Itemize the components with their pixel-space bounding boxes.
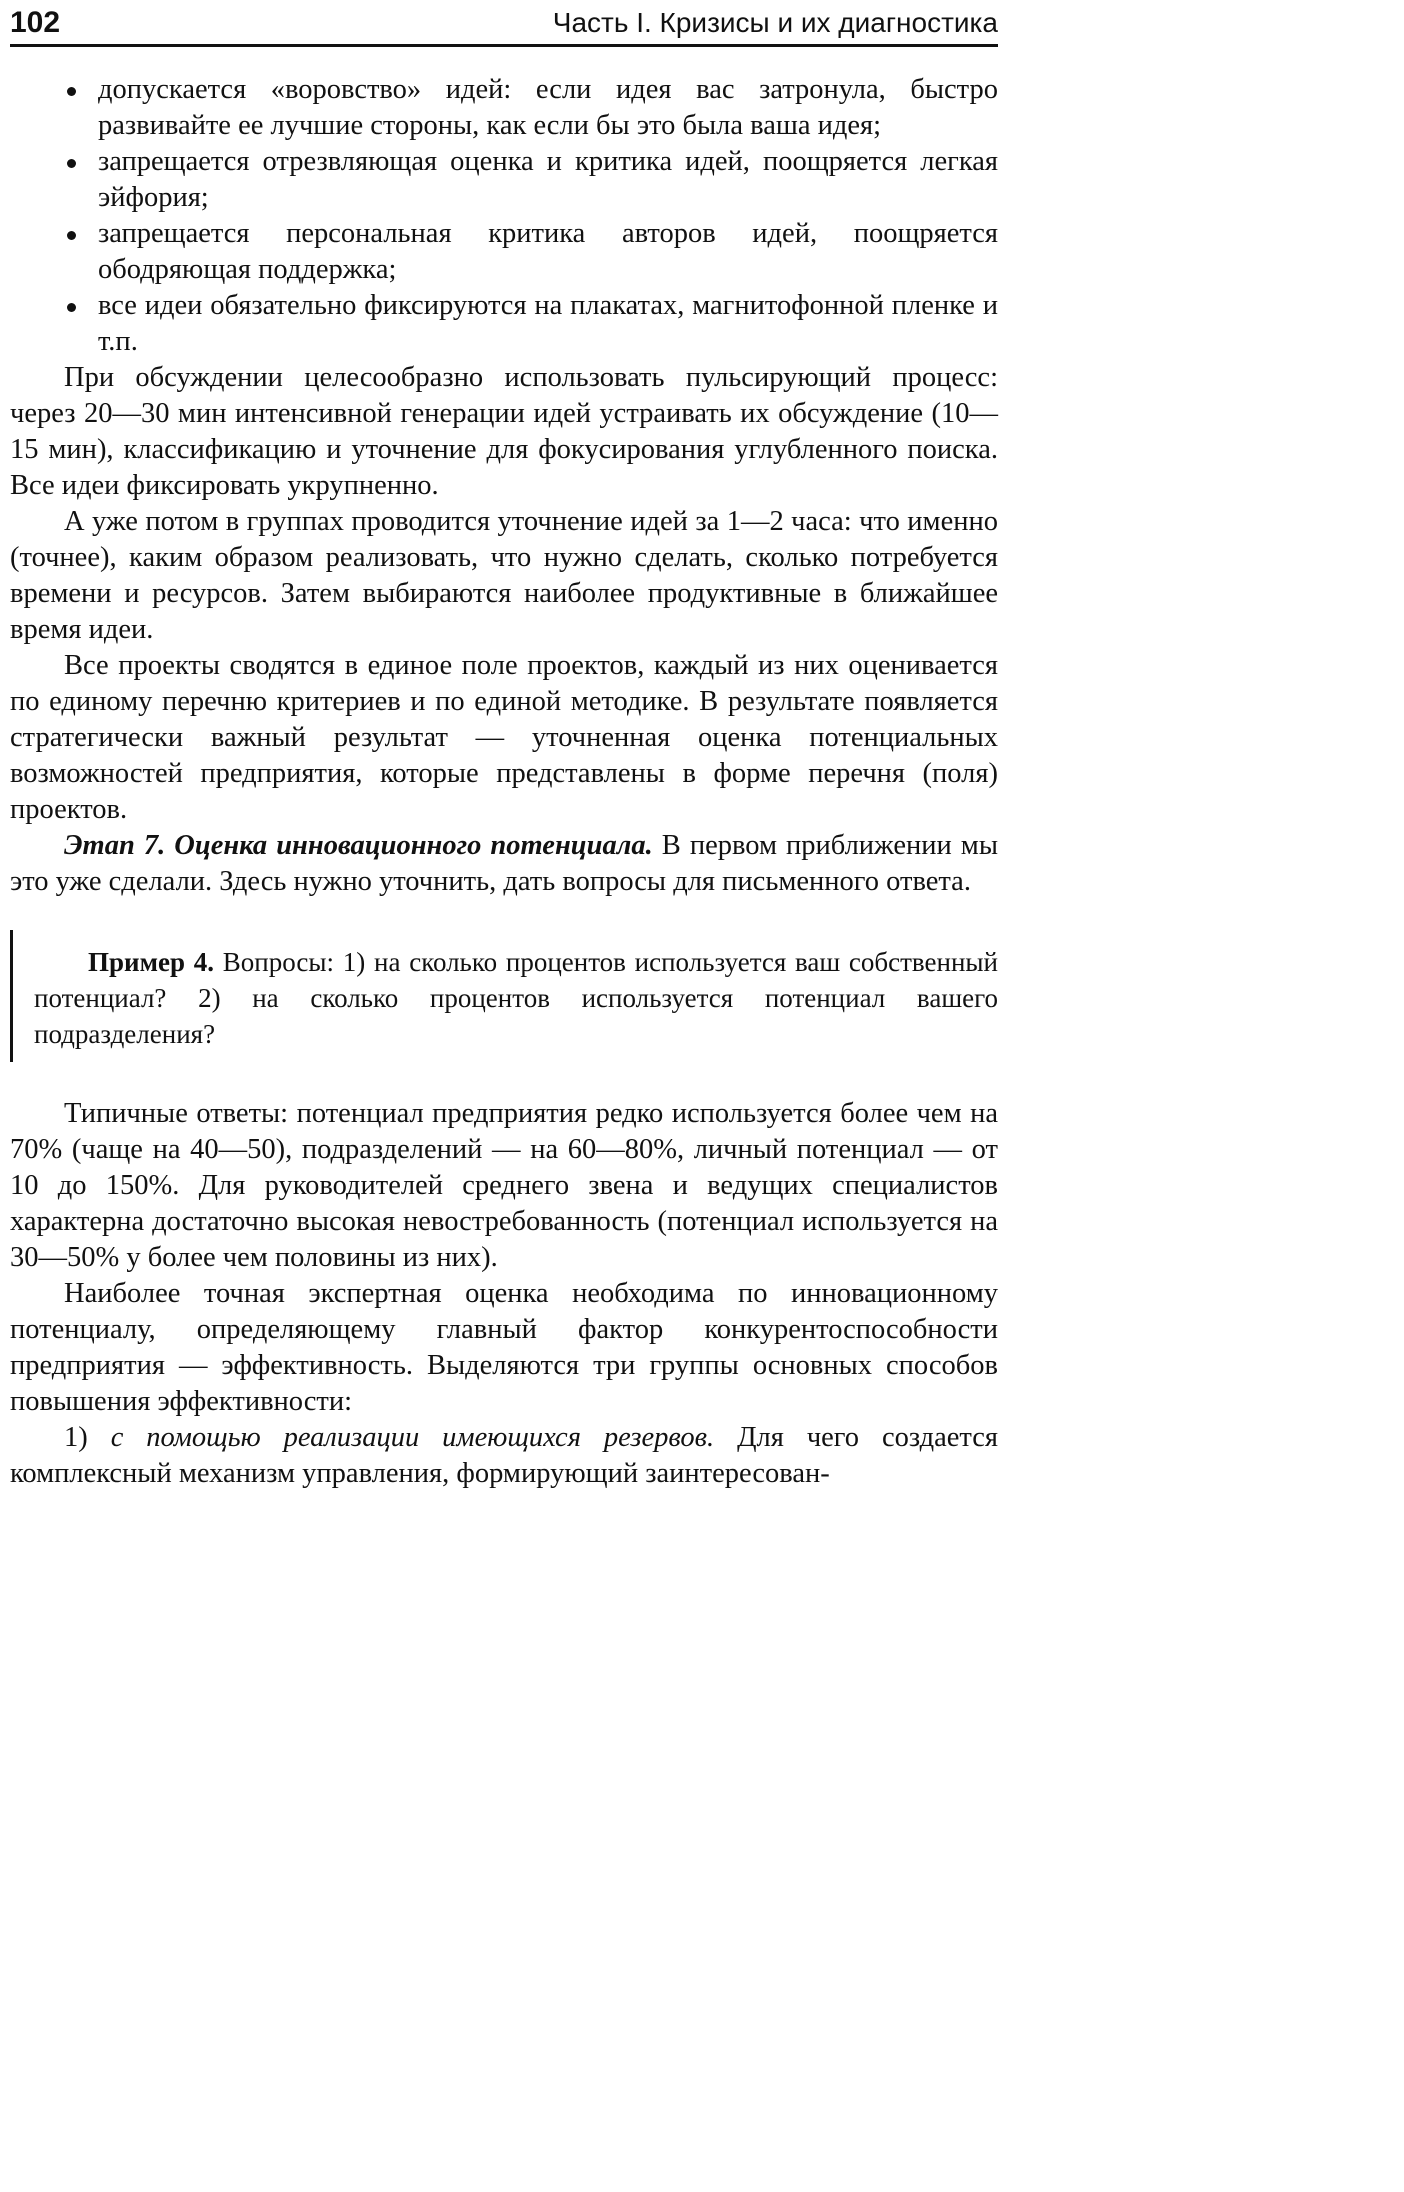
example-box: [10, 944, 998, 1052]
paragraph-project-field: Все проекты сводятся в единое поле проектов, каждый из них оценивается по единому перечню критериев и по единой методике. В результате появляется стратегически важный результат — уточненная оценка потенциальных возможностей предприятия, которые представлены в форме перечня (поля) проектов.: [10, 650, 998, 825]
bullet-icon: [67, 303, 76, 312]
stage-text: В первом приближении мы это уже сделали. Здесь нужно уточнить, дать вопросы для письменного ответа.: [10, 830, 998, 897]
list-item: [10, 144, 998, 216]
header-rule: [10, 44, 998, 47]
paragraph-stage-7: [10, 828, 998, 900]
paragraph-pulsing-process: При обсуждении целесообразно использовать пульсирующий процесс: через 20—30 мин интенсивной генерации идей устраивать их обсуждение (10—15 мин), классификацию и уточнение для фокусирования углубленного поиска. Все идеи фиксировать укрупненно.: [10, 362, 998, 501]
example-paragraph: [34, 944, 998, 1052]
paragraph-innovation-potential: Наиболее точная экспертная оценка необходима по инновационному потенциалу, определяющему главный фактор конкурентоспособности предприятия — эффективность. Выделяются три группы основных способов повышения эффективности:: [10, 1278, 998, 1417]
page-header: [10, 6, 998, 42]
list-item: [10, 288, 998, 360]
paragraph-group-refinement: А уже потом в группах проводится уточнение идей за 1—2 часа: что именно (точнее), каким образом реализовать, что нужно сделать, сколько потребуется времени и ресурсов. Затем выбираются наиболее продуктивные в ближайшее время идеи.: [10, 506, 998, 645]
list-item-text: запрещается персональная критика авторов идей, поощряется ободряющая поддержка;: [98, 218, 998, 285]
stage-label: Этап 7. Оценка инновационного потенциала.: [64, 830, 653, 861]
bullet-icon: [67, 159, 76, 168]
page-number: 102: [10, 6, 61, 39]
list-item-text: допускается «воровство» идей: если идея вас затронула, быстро развивайте ее лучшие стороны, как если бы это была ваша идея;: [98, 74, 998, 141]
example-text: Вопросы: 1) на сколько процентов используется ваш собственный потенциал? 2) на сколько процентов используется потенциал вашего подразделения?: [34, 947, 998, 1049]
example-label: Пример 4.: [88, 947, 214, 977]
paragraph-method-1: [10, 1420, 998, 1492]
bullet-icon: [67, 87, 76, 96]
bullet-icon: [67, 231, 76, 240]
method-number: 1): [64, 1422, 111, 1453]
method-text: Для чего создается комплексный механизм управления, формирующий заинтересован-: [10, 1422, 998, 1489]
example-side-bar: [10, 930, 13, 1062]
paragraph-typical-answers: Типичные ответы: потенциал предприятия редко используется более чем на 70% (чаще на 40—50), подразделений — на 60—80%, личный потенциал — от 10 до 150%. Для руководителей среднего звена и ведущих специалистов характерна достаточно высокая невостребованность (потенциал используется на 30—50% у более чем половины из них).: [10, 1098, 998, 1273]
list-item-text: все идеи обязательно фиксируются на плакатах, магнитофонной пленке и т.п.: [98, 290, 998, 357]
method-label: с помощью реализации имеющихся резервов.: [110, 1422, 715, 1453]
list-item: [10, 72, 998, 144]
list-item-text: запрещается отрезвляющая оценка и критика идей, поощряется легкая эйфория;: [98, 146, 998, 213]
list-item: [10, 216, 998, 288]
running-title: Часть I. Кризисы и их диагностика: [552, 7, 998, 38]
page-body: [10, 72, 998, 1492]
bullet-list: [10, 72, 998, 360]
